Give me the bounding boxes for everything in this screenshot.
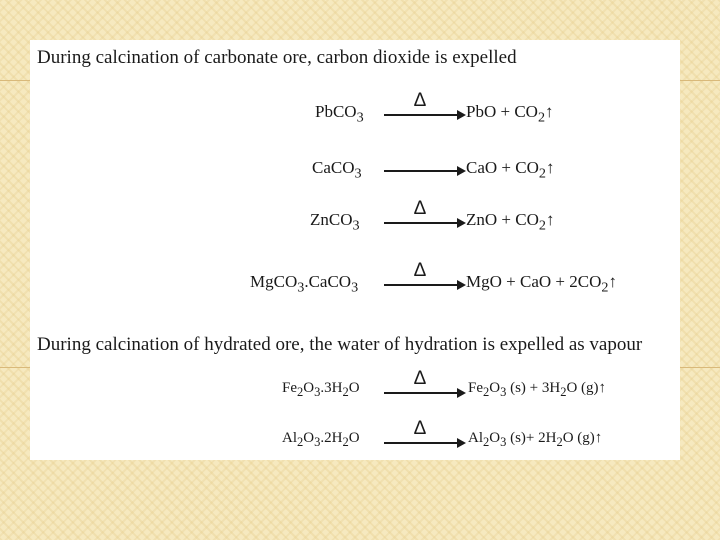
- reaction-znco3: [30, 200, 680, 240]
- reaction-reactant: MgCO$_3$.CaCO$_3$: [250, 272, 359, 296]
- reaction-dolomite: [30, 262, 680, 302]
- heat-symbol: Δ: [413, 90, 427, 111]
- reaction-product: CaO + $CO_2↑$: [466, 158, 555, 182]
- carbonate-heading: During calcination of carbonate ore, carbon dioxide is expelled: [37, 47, 517, 68]
- reaction-product: MgO + CaO + $2CO_2↑$: [466, 272, 617, 296]
- reaction-arrow: [383, 148, 467, 184]
- heat-symbol: Δ: [413, 198, 427, 219]
- heat-symbol: Δ: [413, 368, 427, 389]
- reaction-iron-oxide-hydrate: [30, 370, 680, 410]
- reaction-product: ZnO + $CO_2↑$: [466, 210, 555, 234]
- hydrated-heading: During calcination of hydrated ore, the water of hydration is expelled as vapour: [37, 334, 643, 355]
- reaction-alumina-hydrate: [30, 420, 680, 460]
- reaction-product: $Al_2O_3$ $(s)+ 2H_2O$ (g)↑: [468, 430, 603, 449]
- reaction-reactant: PbCO$_3$: [315, 102, 364, 126]
- heat-symbol: Δ: [413, 260, 427, 281]
- slide-content-panel: [30, 40, 680, 460]
- reaction-reactant: $Al_2O_3.2H_2O$: [282, 430, 360, 449]
- heat-symbol: Δ: [413, 418, 427, 439]
- reaction-reactant: ZnCO$_3$: [310, 210, 360, 234]
- reaction-reactant: CaCO$_3$: [312, 158, 362, 182]
- reaction-caco3: [30, 148, 680, 188]
- reaction-product: PbO + $CO_2↑$: [466, 102, 554, 126]
- reaction-reactant: $Fe_2O_3.3H_2O$: [282, 380, 360, 399]
- reaction-pbco3: [30, 92, 680, 132]
- reaction-product: $Fe_2O_3$ $(s) + 3H_2O$ (g)↑: [468, 380, 607, 399]
